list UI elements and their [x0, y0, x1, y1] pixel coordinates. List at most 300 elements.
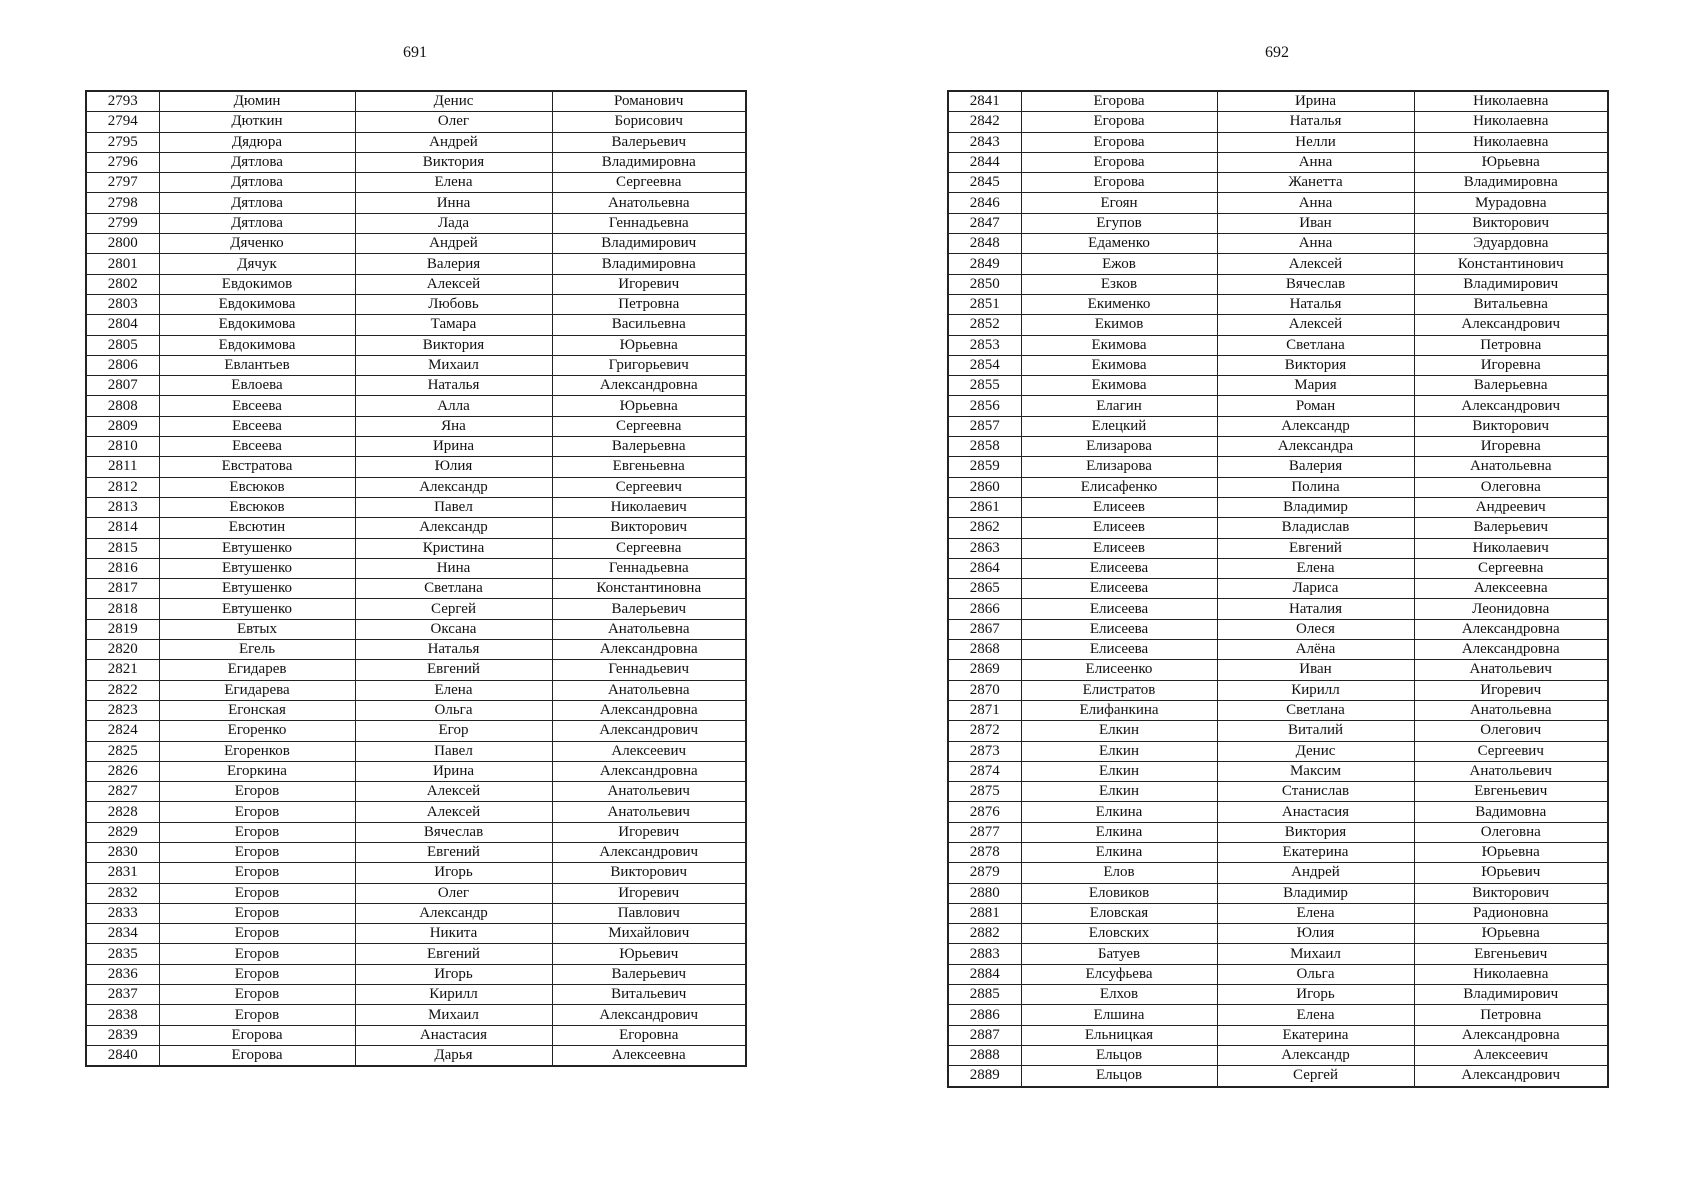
- row-number-cell: 2811: [86, 457, 159, 477]
- patronymic-cell: Алексеевна: [1414, 579, 1608, 599]
- first-name-cell: Олег: [355, 883, 552, 903]
- table-row: [86, 274, 746, 294]
- row-number-cell: 2834: [86, 924, 159, 944]
- table-row: [948, 416, 1608, 436]
- row-number-cell: 2813: [86, 497, 159, 517]
- table-row: [948, 376, 1608, 396]
- last-name-cell: Евтушенко: [159, 538, 355, 558]
- row-number-cell: 2820: [86, 640, 159, 660]
- last-name-cell: Егонская: [159, 700, 355, 720]
- first-name-cell: Александр: [1217, 416, 1414, 436]
- first-name-cell: Ольга: [1217, 964, 1414, 984]
- row-number-cell: 2808: [86, 396, 159, 416]
- table-row: [86, 355, 746, 375]
- table-row: [948, 315, 1608, 335]
- last-name-cell: Егоров: [159, 903, 355, 923]
- row-number-cell: 2861: [948, 497, 1021, 517]
- table-row: [86, 558, 746, 578]
- table-row: [86, 863, 746, 883]
- last-name-cell: Дюткин: [159, 112, 355, 132]
- last-name-cell: Дячук: [159, 254, 355, 274]
- first-name-cell: Владимир: [1217, 497, 1414, 517]
- row-number-cell: 2874: [948, 761, 1021, 781]
- patronymic-cell: Радионовна: [1414, 903, 1608, 923]
- table-row: [86, 782, 746, 802]
- row-number-cell: 2819: [86, 619, 159, 639]
- row-number-cell: 2886: [948, 1005, 1021, 1025]
- table-row: [948, 863, 1608, 883]
- table-row: [86, 538, 746, 558]
- first-name-cell: Евгений: [355, 944, 552, 964]
- last-name-cell: Евдокимов: [159, 274, 355, 294]
- table-row: [86, 193, 746, 213]
- table-row: [86, 112, 746, 132]
- first-name-cell: Александр: [355, 477, 552, 497]
- first-name-cell: Инна: [355, 193, 552, 213]
- patronymic-cell: Витальевна: [1414, 294, 1608, 314]
- last-name-cell: Дятлова: [159, 193, 355, 213]
- table-row: [948, 721, 1608, 741]
- first-name-cell: Валерия: [1217, 457, 1414, 477]
- row-number-cell: 2802: [86, 274, 159, 294]
- patronymic-cell: Анатольевна: [1414, 457, 1608, 477]
- patronymic-cell: Васильевна: [552, 315, 746, 335]
- row-number-cell: 2838: [86, 1005, 159, 1025]
- patronymic-cell: Александровна: [1414, 640, 1608, 660]
- row-number-cell: 2860: [948, 477, 1021, 497]
- patronymic-cell: Юрьевна: [552, 396, 746, 416]
- row-number-cell: 2873: [948, 741, 1021, 761]
- table-row: [86, 700, 746, 720]
- first-name-cell: Лада: [355, 213, 552, 233]
- last-name-cell: Евтушенко: [159, 599, 355, 619]
- row-number-cell: 2840: [86, 1045, 159, 1066]
- first-name-cell: Сергей: [355, 599, 552, 619]
- first-name-cell: Виктория: [355, 335, 552, 355]
- patronymic-cell: Александровна: [552, 640, 746, 660]
- row-number-cell: 2867: [948, 619, 1021, 639]
- row-number-cell: 2825: [86, 741, 159, 761]
- first-name-cell: Александра: [1217, 437, 1414, 457]
- table-row: [86, 599, 746, 619]
- patronymic-cell: Игоревич: [552, 822, 746, 842]
- patronymic-cell: Анатольевна: [552, 193, 746, 213]
- row-number-cell: 2826: [86, 761, 159, 781]
- row-number-cell: 2800: [86, 234, 159, 254]
- row-number-cell: 2865: [948, 579, 1021, 599]
- first-name-cell: Елена: [1217, 903, 1414, 923]
- patronymic-cell: Сергеевна: [552, 173, 746, 193]
- table-row: [948, 700, 1608, 720]
- first-name-cell: Ирина: [1217, 91, 1414, 112]
- patronymic-cell: Владимирович: [552, 234, 746, 254]
- row-number-cell: 2821: [86, 660, 159, 680]
- last-name-cell: Елисеева: [1021, 558, 1217, 578]
- table-row: [948, 193, 1608, 213]
- patronymic-cell: Геннадьевич: [552, 660, 746, 680]
- table-row: [86, 741, 746, 761]
- last-name-cell: Евсютин: [159, 518, 355, 538]
- row-number-cell: 2862: [948, 518, 1021, 538]
- row-number-cell: 2793: [86, 91, 159, 112]
- table-row: [948, 112, 1608, 132]
- last-name-cell: Евстратова: [159, 457, 355, 477]
- table-row: [86, 477, 746, 497]
- first-name-cell: Светлана: [1217, 700, 1414, 720]
- first-name-cell: Оксана: [355, 619, 552, 639]
- first-name-cell: Елена: [1217, 1005, 1414, 1025]
- first-name-cell: Анна: [1217, 152, 1414, 172]
- table-row: [86, 660, 746, 680]
- row-number-cell: 2878: [948, 842, 1021, 862]
- last-name-cell: Елисеева: [1021, 640, 1217, 660]
- patronymic-cell: Николаевна: [1414, 132, 1608, 152]
- patronymic-cell: Юрьевна: [1414, 152, 1608, 172]
- patronymic-cell: Константинович: [1414, 254, 1608, 274]
- patronymic-cell: Алексеевич: [552, 741, 746, 761]
- patronymic-cell: Михайлович: [552, 924, 746, 944]
- table-row: [86, 518, 746, 538]
- first-name-cell: Михаил: [355, 355, 552, 375]
- patronymic-cell: Валерьевич: [552, 132, 746, 152]
- patronymic-cell: Викторович: [552, 863, 746, 883]
- page-number: 691: [403, 44, 427, 61]
- first-name-cell: Виктория: [1217, 822, 1414, 842]
- last-name-cell: Ельцов: [1021, 1045, 1217, 1065]
- first-name-cell: Сергей: [1217, 1066, 1414, 1087]
- first-name-cell: Елена: [355, 680, 552, 700]
- last-name-cell: Евсюков: [159, 497, 355, 517]
- last-name-cell: Елисеев: [1021, 518, 1217, 538]
- first-name-cell: Ирина: [355, 761, 552, 781]
- row-number-cell: 2836: [86, 964, 159, 984]
- table-row: [86, 579, 746, 599]
- row-number-cell: 2887: [948, 1025, 1021, 1045]
- table-row: [948, 802, 1608, 822]
- table-row: [86, 152, 746, 172]
- last-name-cell: Елисафенко: [1021, 477, 1217, 497]
- table-row: [86, 1025, 746, 1045]
- row-number-cell: 2831: [86, 863, 159, 883]
- row-number-cell: 2833: [86, 903, 159, 923]
- first-name-cell: Кирилл: [355, 985, 552, 1005]
- row-number-cell: 2835: [86, 944, 159, 964]
- first-name-cell: Алексей: [355, 274, 552, 294]
- last-name-cell: Елсуфьева: [1021, 964, 1217, 984]
- row-number-cell: 2858: [948, 437, 1021, 457]
- table-row: [948, 335, 1608, 355]
- last-name-cell: Егоров: [159, 985, 355, 1005]
- patronymic-cell: Игоревич: [552, 883, 746, 903]
- first-name-cell: Алексей: [1217, 315, 1414, 335]
- row-number-cell: 2852: [948, 315, 1021, 335]
- row-number-cell: 2828: [86, 802, 159, 822]
- last-name-cell: Егидарева: [159, 680, 355, 700]
- row-number-cell: 2866: [948, 599, 1021, 619]
- first-name-cell: Алла: [355, 396, 552, 416]
- last-name-cell: Евлоева: [159, 376, 355, 396]
- patronymic-cell: Викторович: [1414, 213, 1608, 233]
- table-row: [948, 964, 1608, 984]
- patronymic-cell: Александрович: [552, 1005, 746, 1025]
- first-name-cell: Игорь: [355, 964, 552, 984]
- patronymic-cell: Сергеевич: [1414, 741, 1608, 761]
- row-number-cell: 2801: [86, 254, 159, 274]
- first-name-cell: Роман: [1217, 396, 1414, 416]
- last-name-cell: Дяченко: [159, 234, 355, 254]
- first-name-cell: Владимир: [1217, 883, 1414, 903]
- page-number: 692: [1265, 44, 1289, 61]
- patronymic-cell: Сергеевна: [552, 416, 746, 436]
- table-row: [948, 782, 1608, 802]
- patronymic-cell: Анатольевич: [1414, 660, 1608, 680]
- row-number-cell: 2814: [86, 518, 159, 538]
- patronymic-cell: Юрьевна: [1414, 924, 1608, 944]
- last-name-cell: Евдокимова: [159, 294, 355, 314]
- last-name-cell: Егорова: [1021, 173, 1217, 193]
- last-name-cell: Елкин: [1021, 761, 1217, 781]
- row-number-cell: 2803: [86, 294, 159, 314]
- table-row: [86, 883, 746, 903]
- last-name-cell: Евтушенко: [159, 558, 355, 578]
- first-name-cell: Павел: [355, 497, 552, 517]
- row-number-cell: 2841: [948, 91, 1021, 112]
- patronymic-cell: Валерьевич: [552, 599, 746, 619]
- patronymic-cell: Мурадовна: [1414, 193, 1608, 213]
- first-name-cell: Евгений: [355, 842, 552, 862]
- last-name-cell: Елецкий: [1021, 416, 1217, 436]
- patronymic-cell: Юрьевич: [552, 944, 746, 964]
- last-name-cell: Батуев: [1021, 944, 1217, 964]
- last-name-cell: Егорова: [1021, 132, 1217, 152]
- patronymic-cell: Александрович: [1414, 315, 1608, 335]
- table-row: [86, 396, 746, 416]
- last-name-cell: Егоров: [159, 1005, 355, 1025]
- patronymic-cell: Николаевна: [1414, 91, 1608, 112]
- row-number-cell: 2837: [86, 985, 159, 1005]
- patronymic-cell: Александровна: [552, 376, 746, 396]
- table-row: [86, 1005, 746, 1025]
- patronymic-cell: Алексеевич: [1414, 1045, 1608, 1065]
- row-number-cell: 2888: [948, 1045, 1021, 1065]
- table-row: [86, 335, 746, 355]
- table-row: [86, 1045, 746, 1066]
- last-name-cell: Елизарова: [1021, 457, 1217, 477]
- patronymic-cell: Анатольевич: [1414, 761, 1608, 781]
- patronymic-cell: Владимировна: [552, 152, 746, 172]
- patronymic-cell: Анатольевич: [552, 782, 746, 802]
- first-name-cell: Олег: [355, 112, 552, 132]
- first-name-cell: Юлия: [355, 457, 552, 477]
- last-name-cell: Егоренко: [159, 721, 355, 741]
- last-name-cell: Дятлова: [159, 152, 355, 172]
- last-name-cell: Елагин: [1021, 396, 1217, 416]
- last-name-cell: Елисеенко: [1021, 660, 1217, 680]
- first-name-cell: Иван: [1217, 213, 1414, 233]
- table-row: [86, 761, 746, 781]
- last-name-cell: Едаменко: [1021, 234, 1217, 254]
- first-name-cell: Нелли: [1217, 132, 1414, 152]
- first-name-cell: Анастасия: [1217, 802, 1414, 822]
- row-number-cell: 2798: [86, 193, 159, 213]
- first-name-cell: Александр: [355, 518, 552, 538]
- patronymic-cell: Юрьевич: [1414, 863, 1608, 883]
- table-row: [948, 234, 1608, 254]
- table-row: [948, 477, 1608, 497]
- row-number-cell: 2869: [948, 660, 1021, 680]
- patronymic-cell: Егоровна: [552, 1025, 746, 1045]
- patronymic-cell: Сергеевич: [552, 477, 746, 497]
- row-number-cell: 2829: [86, 822, 159, 842]
- table-row: [86, 944, 746, 964]
- first-name-cell: Екатерина: [1217, 842, 1414, 862]
- row-number-cell: 2875: [948, 782, 1021, 802]
- row-number-cell: 2889: [948, 1066, 1021, 1087]
- patronymic-cell: Петровна: [1414, 335, 1608, 355]
- row-number-cell: 2853: [948, 335, 1021, 355]
- patronymic-cell: Николаевич: [552, 497, 746, 517]
- table-row: [948, 985, 1608, 1005]
- row-number-cell: 2849: [948, 254, 1021, 274]
- last-name-cell: Дятлова: [159, 213, 355, 233]
- patronymic-cell: Геннадьевна: [552, 213, 746, 233]
- row-number-cell: 2839: [86, 1025, 159, 1045]
- last-name-cell: Екимов: [1021, 315, 1217, 335]
- patronymic-cell: Александровна: [1414, 1025, 1608, 1045]
- patronymic-cell: Олегович: [1414, 721, 1608, 741]
- row-number-cell: 2868: [948, 640, 1021, 660]
- row-number-cell: 2864: [948, 558, 1021, 578]
- table-row: [948, 254, 1608, 274]
- table-row: [948, 680, 1608, 700]
- last-name-cell: Егупов: [1021, 213, 1217, 233]
- patronymic-cell: Александровна: [552, 761, 746, 781]
- table-row: [948, 1045, 1608, 1065]
- table-row: [948, 558, 1608, 578]
- last-name-cell: Елисеева: [1021, 619, 1217, 639]
- row-number-cell: 2882: [948, 924, 1021, 944]
- patronymic-cell: Григорьевич: [552, 355, 746, 375]
- last-name-cell: Ельницкая: [1021, 1025, 1217, 1045]
- first-name-cell: Наталья: [1217, 294, 1414, 314]
- last-name-cell: Елшина: [1021, 1005, 1217, 1025]
- first-name-cell: Кирилл: [1217, 680, 1414, 700]
- last-name-cell: Екименко: [1021, 294, 1217, 314]
- row-number-cell: 2805: [86, 335, 159, 355]
- last-name-cell: Елкин: [1021, 741, 1217, 761]
- row-number-cell: 2827: [86, 782, 159, 802]
- table-row: [86, 416, 746, 436]
- patronymic-cell: Валерьевна: [552, 437, 746, 457]
- row-number-cell: 2871: [948, 700, 1021, 720]
- patronymic-cell: Евгеньевич: [1414, 782, 1608, 802]
- row-number-cell: 2877: [948, 822, 1021, 842]
- row-number-cell: 2846: [948, 193, 1021, 213]
- last-name-cell: Егидарев: [159, 660, 355, 680]
- first-name-cell: Евгений: [1217, 538, 1414, 558]
- table-row: [86, 437, 746, 457]
- patronymic-cell: Борисович: [552, 112, 746, 132]
- names-table: [85, 90, 747, 1067]
- patronymic-cell: Константиновна: [552, 579, 746, 599]
- table-row: [948, 619, 1608, 639]
- patronymic-cell: Геннадьевна: [552, 558, 746, 578]
- patronymic-cell: Владимирович: [1414, 274, 1608, 294]
- patronymic-cell: Анатольевна: [1414, 700, 1608, 720]
- row-number-cell: 2844: [948, 152, 1021, 172]
- first-name-cell: Виктория: [355, 152, 552, 172]
- first-name-cell: Лариса: [1217, 579, 1414, 599]
- last-name-cell: Езков: [1021, 274, 1217, 294]
- first-name-cell: Яна: [355, 416, 552, 436]
- table-row: [948, 213, 1608, 233]
- patronymic-cell: Романович: [552, 91, 746, 112]
- table-row: [86, 822, 746, 842]
- row-number-cell: 2859: [948, 457, 1021, 477]
- last-name-cell: Егорова: [1021, 152, 1217, 172]
- last-name-cell: Егоров: [159, 822, 355, 842]
- last-name-cell: Еловских: [1021, 924, 1217, 944]
- patronymic-cell: Вадимовна: [1414, 802, 1608, 822]
- first-name-cell: Вячеслав: [355, 822, 552, 842]
- row-number-cell: 2872: [948, 721, 1021, 741]
- row-number-cell: 2799: [86, 213, 159, 233]
- table-row: [86, 985, 746, 1005]
- first-name-cell: Вячеслав: [1217, 274, 1414, 294]
- table-row: [86, 234, 746, 254]
- first-name-cell: Александр: [355, 903, 552, 923]
- row-number-cell: 2832: [86, 883, 159, 903]
- first-name-cell: Наталья: [355, 376, 552, 396]
- last-name-cell: Дядюра: [159, 132, 355, 152]
- patronymic-cell: Эдуардовна: [1414, 234, 1608, 254]
- row-number-cell: 2883: [948, 944, 1021, 964]
- patronymic-cell: Петровна: [1414, 1005, 1608, 1025]
- table-row: [86, 619, 746, 639]
- last-name-cell: Егоров: [159, 842, 355, 862]
- table-row: [86, 376, 746, 396]
- row-number-cell: 2797: [86, 173, 159, 193]
- first-name-cell: Светлана: [355, 579, 552, 599]
- row-number-cell: 2850: [948, 274, 1021, 294]
- first-name-cell: Наталия: [1217, 599, 1414, 619]
- table-row: [86, 315, 746, 335]
- patronymic-cell: Александрович: [1414, 1066, 1608, 1087]
- last-name-cell: Егоян: [1021, 193, 1217, 213]
- row-number-cell: 2818: [86, 599, 159, 619]
- row-number-cell: 2847: [948, 213, 1021, 233]
- first-name-cell: Любовь: [355, 294, 552, 314]
- patronymic-cell: Евгеньевич: [1414, 944, 1608, 964]
- table-row: [948, 741, 1608, 761]
- row-number-cell: 2824: [86, 721, 159, 741]
- names-table: [947, 90, 1609, 1088]
- table-row: [948, 518, 1608, 538]
- table-row: [948, 437, 1608, 457]
- patronymic-cell: Валерьевич: [552, 964, 746, 984]
- table-row: [948, 640, 1608, 660]
- table-row: [948, 579, 1608, 599]
- row-number-cell: 2848: [948, 234, 1021, 254]
- table-row: [948, 1025, 1608, 1045]
- table-row: [86, 842, 746, 862]
- first-name-cell: Владислав: [1217, 518, 1414, 538]
- last-name-cell: Екимова: [1021, 355, 1217, 375]
- patronymic-cell: Игоревич: [1414, 680, 1608, 700]
- row-number-cell: 2884: [948, 964, 1021, 984]
- patronymic-cell: Александровна: [552, 700, 746, 720]
- first-name-cell: Кристина: [355, 538, 552, 558]
